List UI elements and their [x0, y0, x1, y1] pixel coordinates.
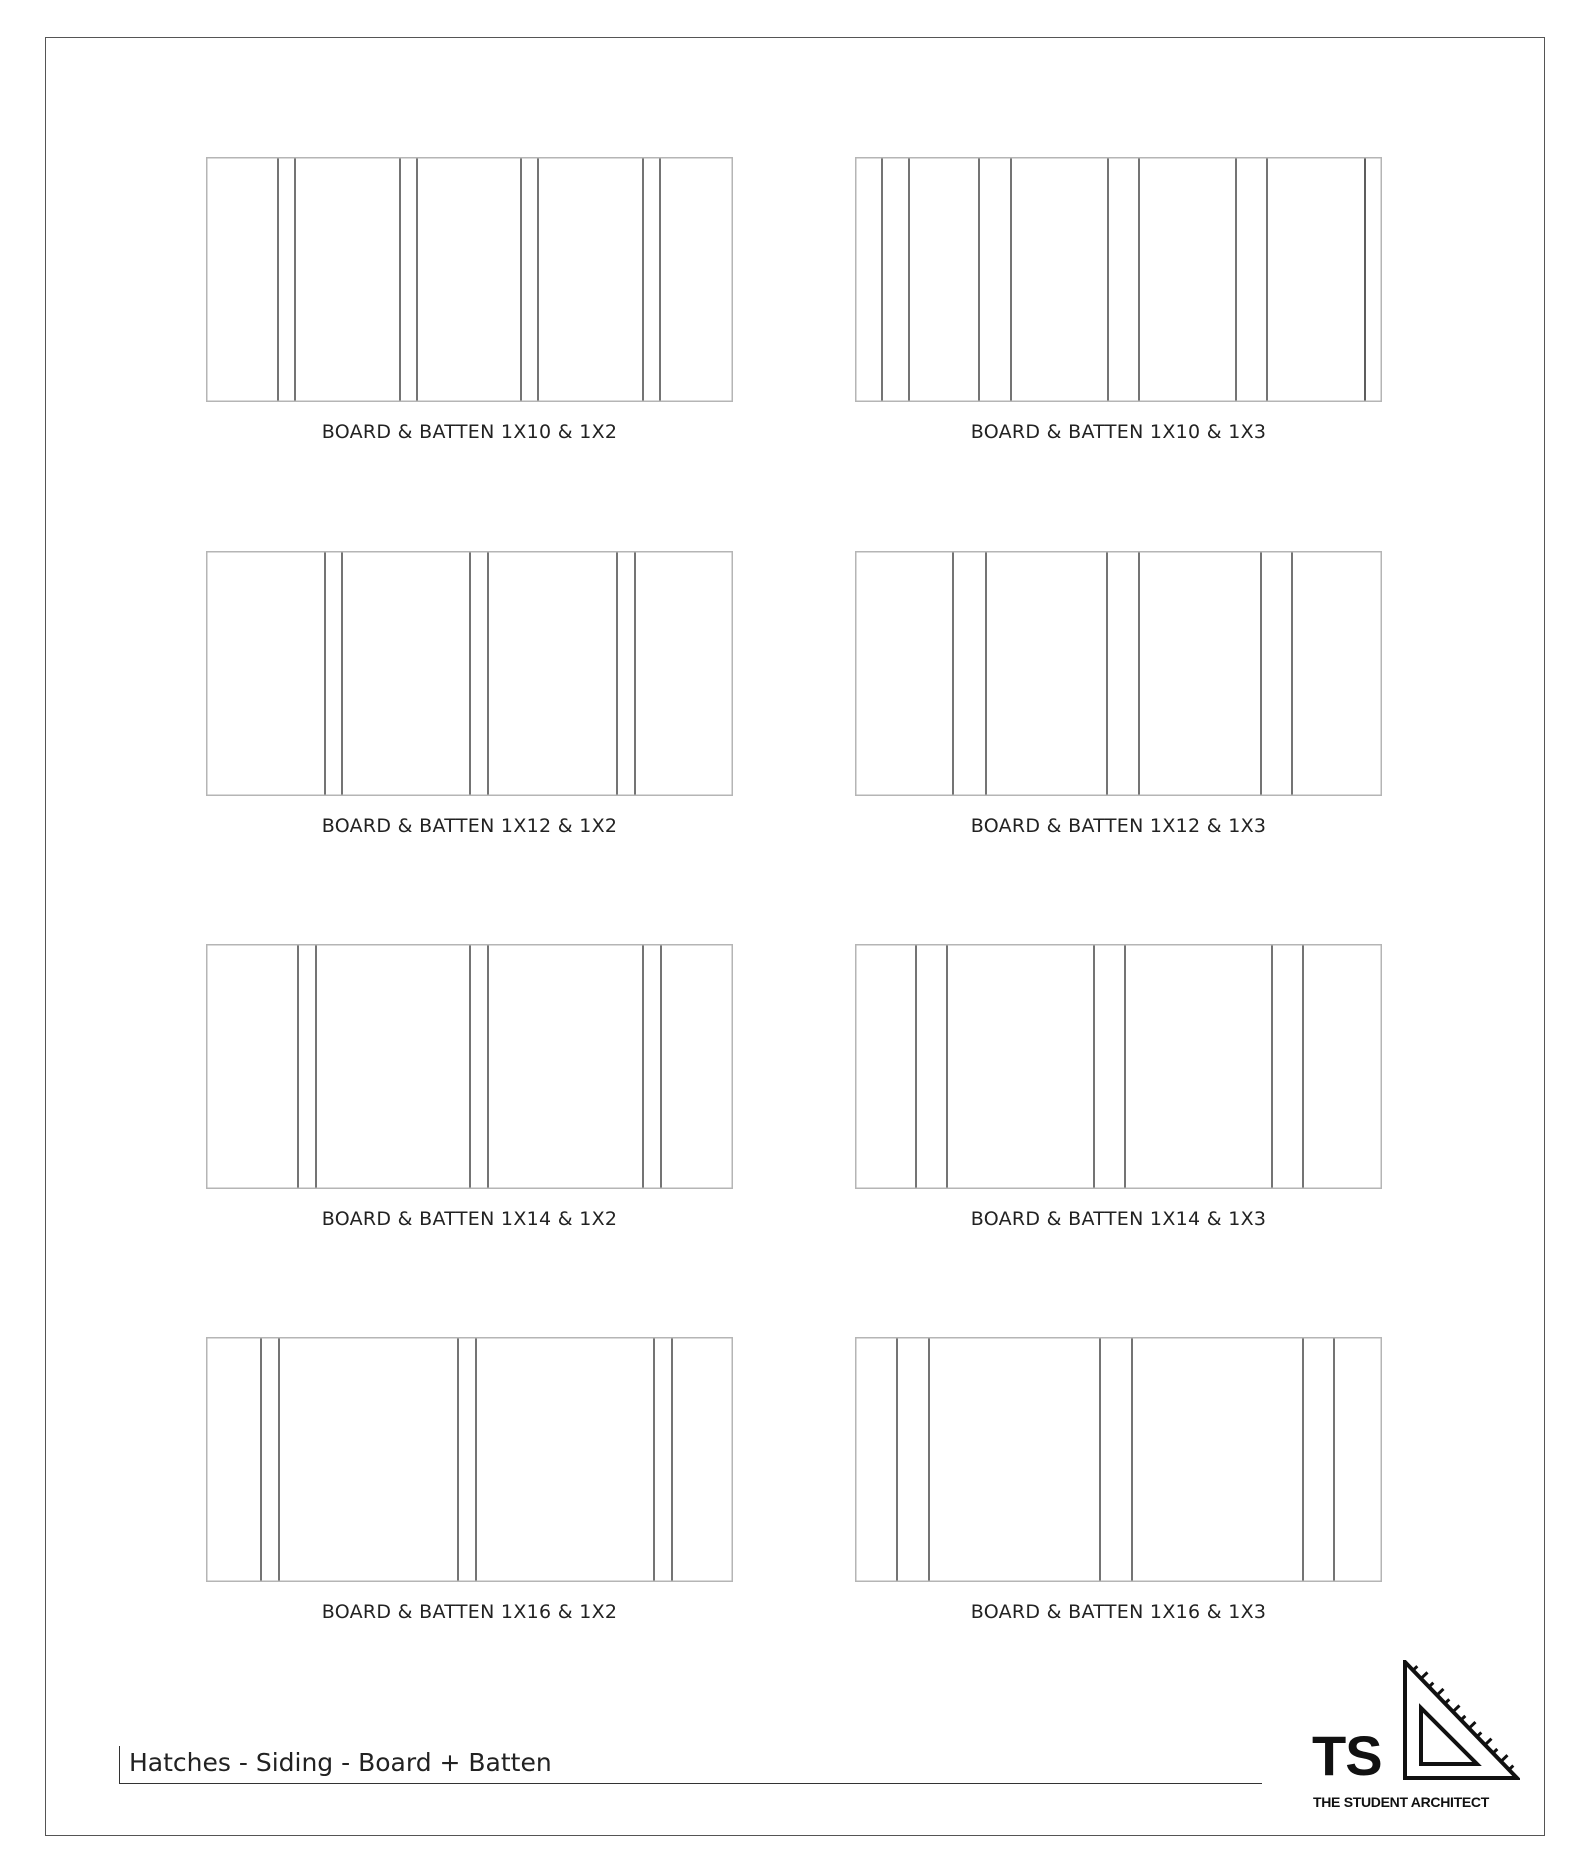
logo-name: THE STUDENT ARCHITECT: [1313, 1794, 1489, 1810]
hatch-pattern: [206, 944, 733, 1189]
hatch-pattern: [855, 944, 1382, 1189]
sheet-title: Hatches - Siding - Board + Batten: [129, 1748, 552, 1777]
hatch-border: [856, 552, 1382, 796]
hatch-label: BOARD & BATTEN 1X14 & 1X2: [321, 1208, 618, 1230]
hatch-label: BOARD & BATTEN 1X12 & 1X2: [321, 815, 618, 837]
ruler-tick: [1509, 1766, 1513, 1770]
ruler-tick: [1485, 1739, 1491, 1745]
hatch-label: BOARD & BATTEN 1X12 & 1X3: [970, 815, 1267, 837]
ruler-tick: [1493, 1749, 1497, 1753]
title-block: [119, 1746, 1262, 1784]
logo-initials: TS: [1312, 1724, 1382, 1787]
hatch-panel: [855, 157, 1382, 402]
hatch-label: BOARD & BATTEN 1X14 & 1X3: [970, 1208, 1267, 1230]
hatch-pattern: [206, 1337, 733, 1582]
hatch-label: BOARD & BATTEN 1X10 & 1X2: [321, 421, 618, 443]
ruler-tick: [1437, 1689, 1443, 1695]
ruler-tick: [1445, 1699, 1449, 1703]
hatch-panel: [855, 551, 1382, 796]
hatch-panel: [206, 1337, 733, 1582]
hatch-panel: [206, 551, 733, 796]
hatch-label: BOARD & BATTEN 1X10 & 1X3: [970, 421, 1267, 443]
hatch-pattern: [206, 551, 733, 796]
hatch-label: BOARD & BATTEN 1X16 & 1X2: [321, 1601, 618, 1623]
hatch-panel: [855, 944, 1382, 1189]
ruler-tick: [1477, 1732, 1481, 1736]
ruler-tick: [1461, 1716, 1465, 1720]
hatch-panel: [206, 944, 733, 1189]
ruler-tick: [1421, 1672, 1427, 1678]
ruler-tick: [1501, 1755, 1507, 1761]
hatch-border: [207, 158, 733, 402]
hatch-pattern: [855, 551, 1382, 796]
hatch-pattern: [855, 157, 1382, 402]
ruler-tick: [1469, 1722, 1475, 1728]
hatch-label: BOARD & BATTEN 1X16 & 1X3: [970, 1601, 1267, 1623]
hatch-border: [856, 158, 1382, 402]
hatch-pattern: [855, 1337, 1382, 1582]
hatch-panel: [206, 157, 733, 402]
student-architect-logo: [1310, 1660, 1520, 1820]
ruler-tick: [1453, 1706, 1459, 1712]
hatch-pattern: [206, 157, 733, 402]
set-square-triangle-icon: [1395, 1660, 1520, 1785]
ruler-tick: [1413, 1666, 1417, 1670]
ruler-tick: [1429, 1683, 1433, 1687]
hatch-panel: [855, 1337, 1382, 1582]
